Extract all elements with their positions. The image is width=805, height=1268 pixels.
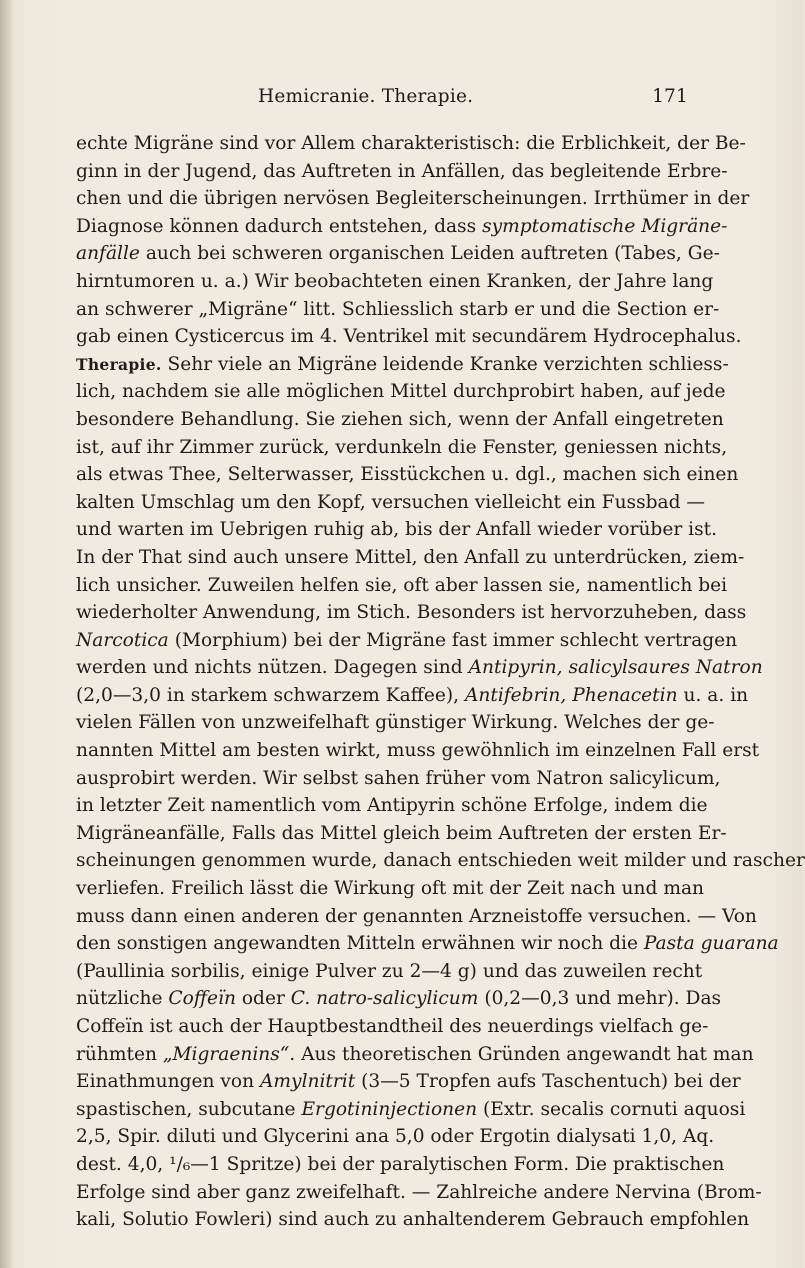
text-line: in letzter Zeit namentlich vom Antipyrin schöne Erfolge, indem die [76, 795, 708, 817]
text-line: den sonstigen angewandten Mitteln erwähnen wir noch die Pasta guarana [76, 933, 779, 955]
text-line: hirntumoren u. a.) Wir beobachteten einen Kranken, der Jahre lang [76, 270, 714, 292]
italic-term: „Migraenins“ [162, 1043, 290, 1065]
running-header [258, 86, 688, 116]
body-text [76, 130, 805, 1234]
text-line: ginn in der Jugend, das Auftreten in Anfällen, das begleitende Erbre- [76, 160, 728, 182]
text-line: chen und die übrigen nervösen Begleiterscheinungen. Irrthümer in der [76, 188, 750, 210]
italic-term: Amylnitrit [260, 1071, 356, 1093]
text-line: scheinungen genommen wurde, danach entschieden weit milder und rascher [76, 850, 805, 872]
text-line: Diagnose können dadurch entstehen, dass symptomatische Migräne- [76, 215, 728, 237]
text-line: und warten im Uebrigen ruhig ab, bis der Anfall wieder vorüber ist. [76, 519, 718, 541]
section-heading: Therapie. [76, 354, 162, 374]
text-line: Coffeïn ist auch der Hauptbestandtheil des neuerdings vielfach ge- [76, 1016, 709, 1037]
text-line: (2,0—3,0 in starkem schwarzem Kaffee), Antifebrin, Phenacetin u. a. in [76, 684, 749, 706]
italic-term: Ergotininjectionen [301, 1098, 478, 1120]
text-line: lich unsicher. Zuweilen helfen sie, oft aber lassen sie, namentlich bei [76, 574, 728, 596]
text-line: verliefen. Freilich lässt die Wirkung oft mit der Zeit nach und man [76, 878, 705, 900]
text-line: kali, Solutio Fowleri) sind auch zu anhaltenderem Gebrauch empfohlen [76, 1209, 750, 1231]
text-line: nannten Mittel am besten wirkt, muss gewöhnlich im einzelnen Fall erst [76, 740, 760, 762]
text-line: muss dann einen anderen der genannten Arzneistoffe versuchen. — Von [76, 905, 757, 927]
text-line: werden und nichts nützen. Dagegen sind Antipyrin, salicylsaures Natron [76, 657, 763, 679]
italic-term: Coffeïn [168, 988, 236, 1010]
text-line: ausprobirt werden. Wir selbst sahen früher vom Natron salicylicum, [76, 767, 721, 789]
text-line: 2,5, Spir. diluti und Glycerini ana 5,0 oder Ergotin dialysati 1,0, Aq. [76, 1126, 715, 1148]
text-line: Einathmungen von Amylnitrit (3—5 Tropfen aufs Taschentuch) bei der [76, 1071, 741, 1093]
text-line: rühmten „Migraenins“. Aus theoretischen Gründen angewandt hat man [76, 1043, 754, 1065]
italic-term: Antipyrin, salicylsaures Natron [468, 657, 763, 679]
text-line: dest. 4,0, ¹/₆—1 Spritze) bei der paralytischen Form. Die praktischen [76, 1153, 725, 1175]
text-line: Migräneanfälle, Falls das Mittel gleich beim Auftreten der ersten Er- [76, 822, 727, 844]
text-line: Narcotica (Morphium) bei der Migräne fast immer schlecht vertragen [76, 629, 738, 651]
italic-term: Antifebrin, Phenacetin [464, 684, 678, 706]
text-line: gab einen Cysticercus im 4. Ventrikel mit secundärem Hydrocephalus. [76, 326, 742, 348]
text-line: Therapie. Sehr viele an Migräne leidende Kranke verzichten schliess- [76, 353, 729, 375]
text-line: kalten Umschlag um den Kopf, versuchen vielleicht ein Fussbad — [76, 491, 706, 513]
italic-term: C. natro-salicylicum [290, 988, 479, 1010]
italic-term: Pasta guarana [643, 933, 779, 955]
text-line: lich, nachdem sie alle möglichen Mittel durchprobirt haben, auf jede [76, 381, 726, 403]
running-title: Hemicranie. Therapie. [258, 86, 474, 107]
text-line: anfälle auch bei schweren organischen Leiden auftreten (Tabes, Ge- [76, 243, 720, 265]
page-number: 171 [652, 86, 688, 107]
text-line: besondere Behandlung. Sie ziehen sich, wenn der Anfall eingetreten [76, 408, 724, 430]
text-line: an schwerer „Migräne“ litt. Schliesslich starb er und die Section er- [76, 298, 720, 320]
page-spine-shadow [0, 0, 14, 1268]
text-line: wiederholter Anwendung, im Stich. Besonders ist hervorzuheben, dass [76, 602, 747, 624]
text-line: spastischen, subcutane Ergotininjectionen (Extr. secalis cornuti aquosi [76, 1098, 746, 1120]
text-line: echte Migräne sind vor Allem charakteristisch: die Erblichkeit, der Be- [76, 133, 746, 154]
italic-term: symptomatische Migräne- [482, 215, 728, 237]
text-line: Erfolge sind aber ganz zweifelhaft. — Zahlreiche andere Nervina (Brom- [76, 1181, 762, 1203]
text-line: In der That sind auch unsere Mittel, den Anfall zu unterdrücken, ziem- [76, 546, 745, 568]
text-line: ist, auf ihr Zimmer zurück, verdunkeln die Fenster, geniessen nichts, [76, 436, 728, 458]
italic-term: anfälle [76, 243, 140, 265]
text-line: nützliche Coffeïn oder C. natro-salicylicum (0,2—0,3 und mehr). Das [76, 988, 722, 1010]
text-line: als etwas Thee, Selterwasser, Eisstückchen u. dgl., machen sich einen [76, 464, 739, 486]
text-line: (Paullinia sorbilis, einige Pulver zu 2—4 g) und das zuweilen recht [76, 960, 703, 982]
text-line: vielen Fällen von unzweifelhaft günstiger Wirkung. Welches der ge- [76, 712, 715, 734]
italic-term: Narcotica [76, 629, 169, 651]
